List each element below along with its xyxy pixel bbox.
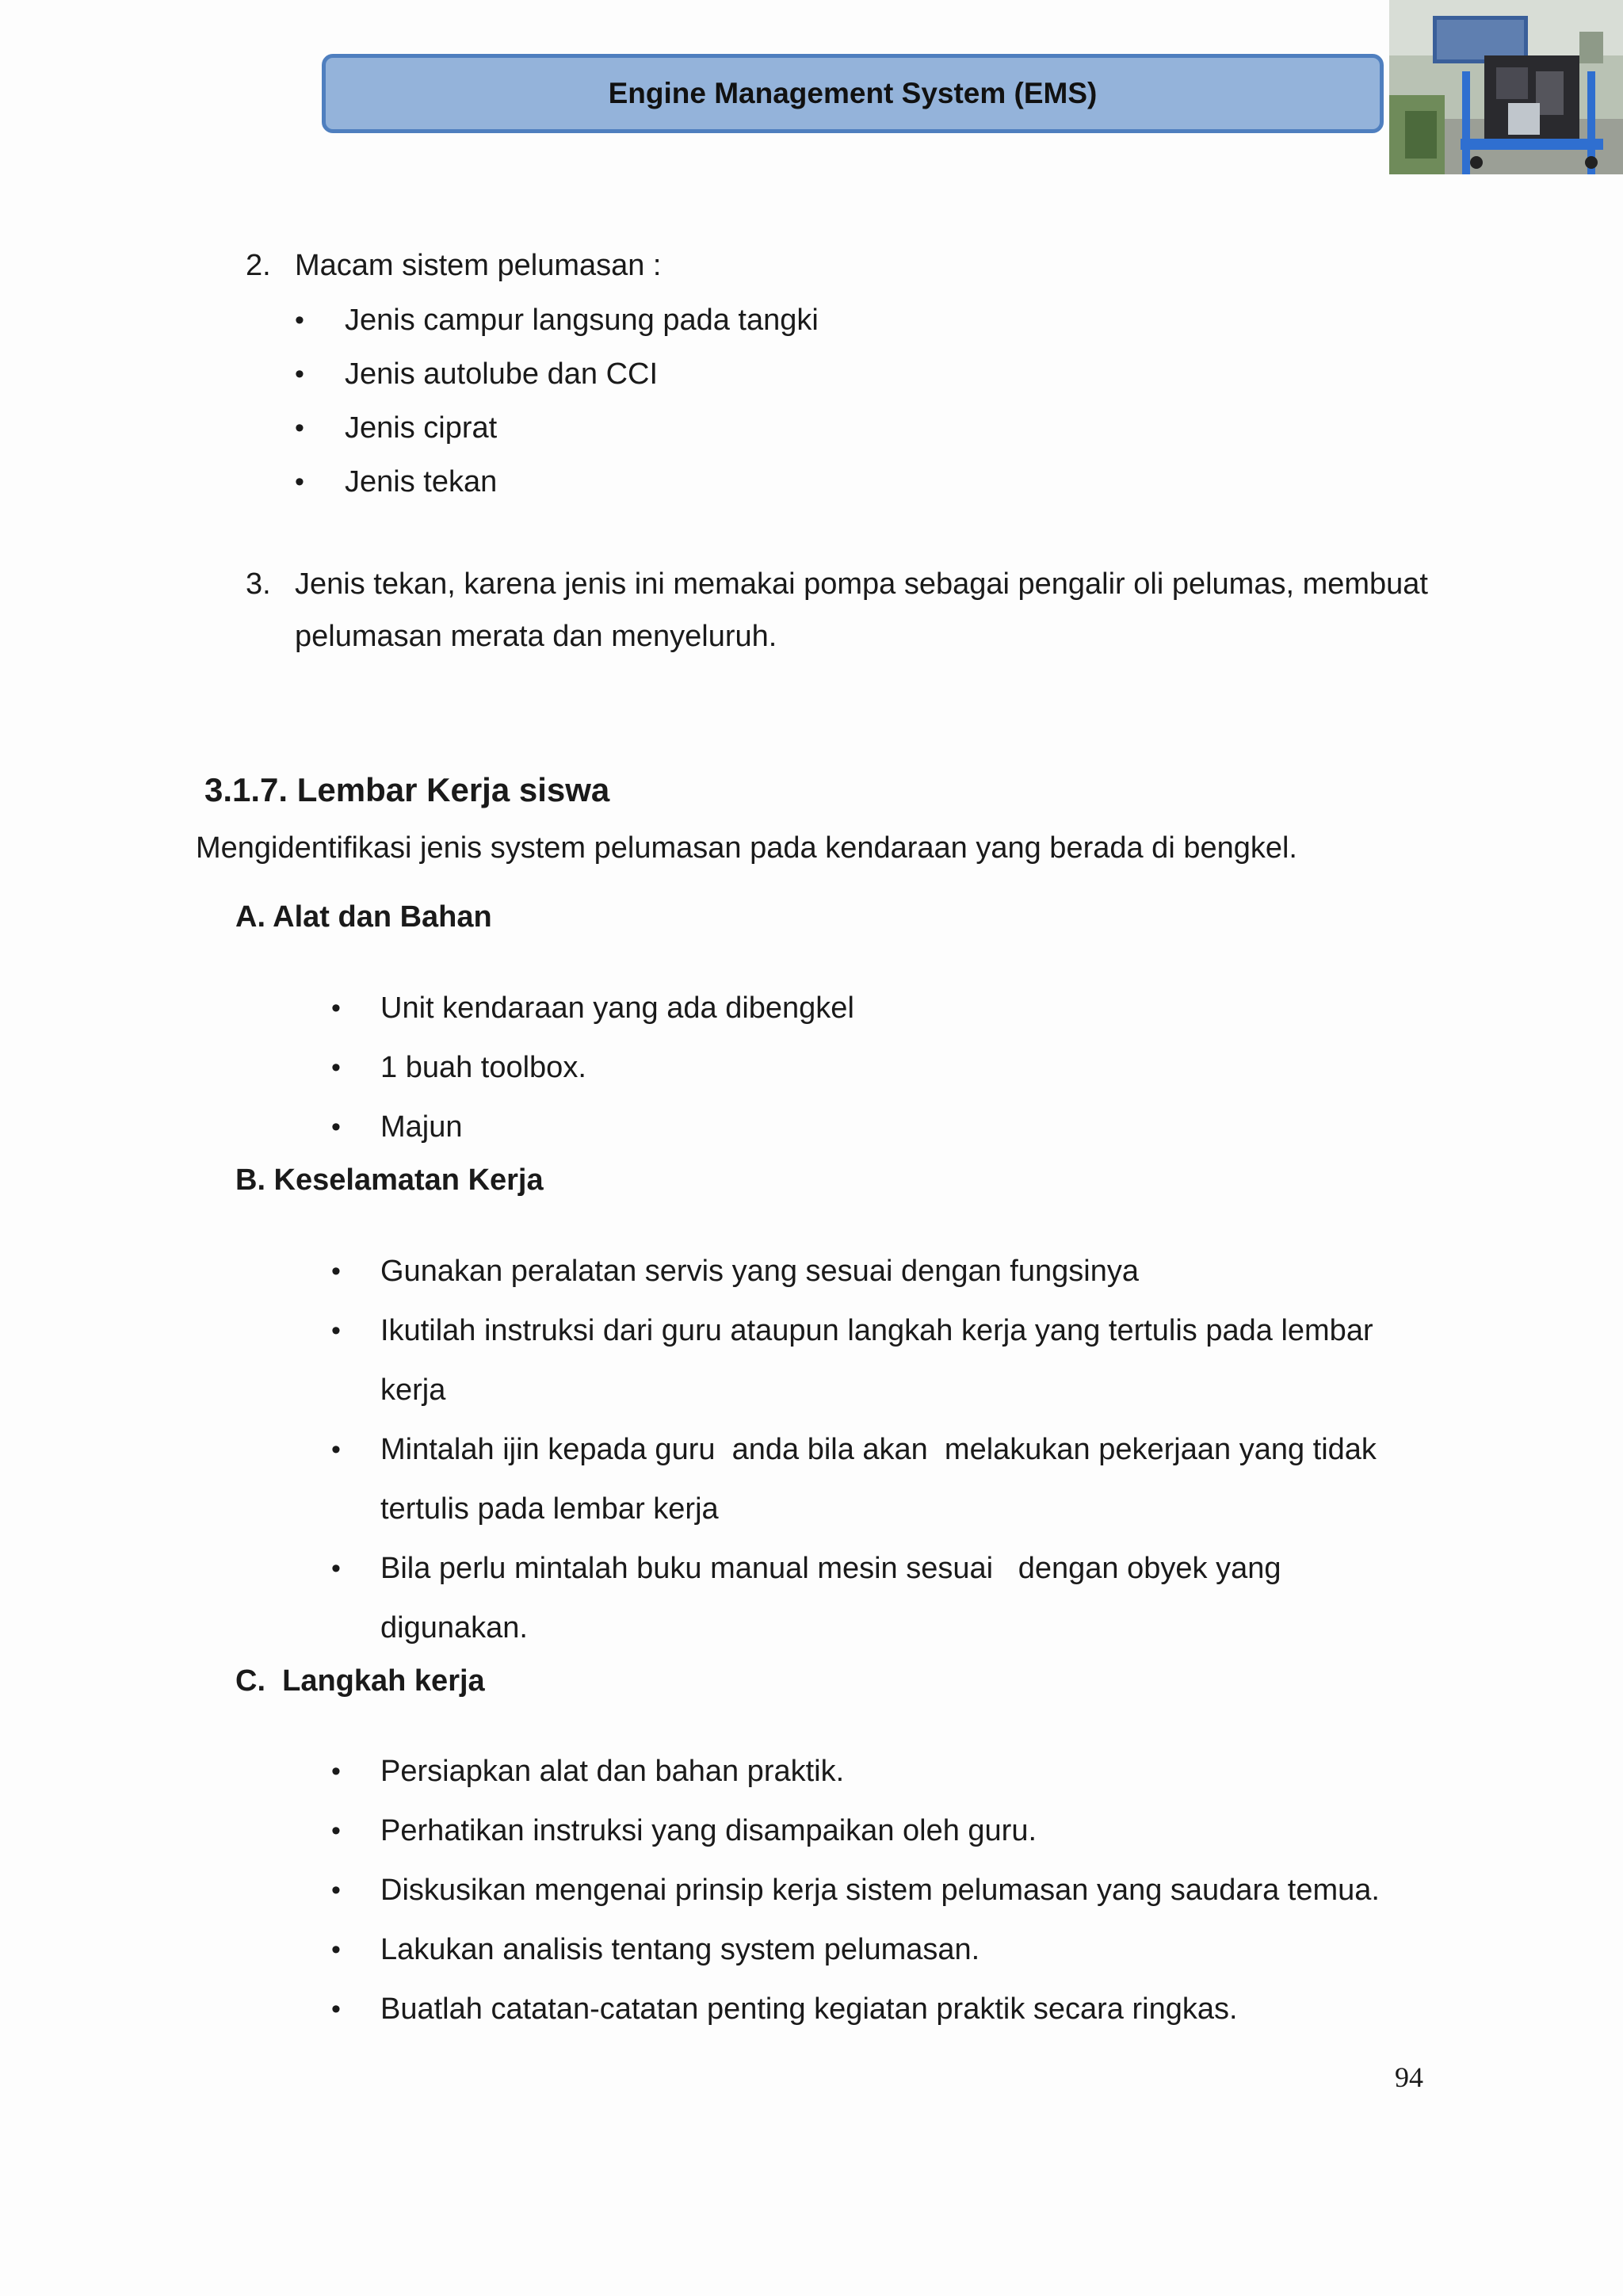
- bullet-icon: •: [331, 1875, 341, 1905]
- list-item-2: [246, 239, 1514, 292]
- list-number: 2.: [246, 249, 271, 282]
- bullet-text: Jenis ciprat: [345, 411, 498, 445]
- bullet-text: Gunakan peralatan servis yang sesuai dengan fungsinya: [380, 1255, 1139, 1288]
- bullet-icon: •: [331, 1256, 341, 1286]
- bullet-icon: •: [331, 1435, 341, 1465]
- bullet-icon: •: [331, 1756, 341, 1786]
- bullet-text: kerja: [380, 1373, 446, 1407]
- bullet-icon: •: [331, 1052, 341, 1083]
- list-item: [295, 293, 1404, 347]
- bullet-text: Jenis autolube dan CCI: [345, 357, 659, 391]
- bullet-text: Jenis campur langsung pada tangki: [345, 304, 819, 337]
- header-banner: [322, 54, 1384, 133]
- bullet-icon: •: [331, 1553, 341, 1584]
- bullet-icon: •: [331, 1994, 341, 2024]
- bullet-text: Mintalah ijin kepada guru anda bila akan melakukan pekerjaan yang tidak: [380, 1433, 1377, 1466]
- bullet-text: Majun: [380, 1110, 463, 1144]
- bullet-icon: •: [331, 1112, 341, 1142]
- list-item: [331, 1242, 1441, 1301]
- list-item: [331, 1980, 1441, 2039]
- bullet-text: Persiapkan alat dan bahan praktik.: [380, 1755, 845, 1788]
- bullet-icon: •: [295, 413, 304, 443]
- bullet-icon: •: [331, 1316, 341, 1346]
- bullet-text: Bila perlu mintalah buku manual mesin sesuai dengan obyek yang: [380, 1552, 1281, 1585]
- list-item: [331, 1420, 1441, 1539]
- bullet-icon: •: [295, 305, 304, 335]
- bullet-icon: •: [295, 359, 304, 389]
- bullet-text: tertulis pada lembar kerja: [380, 1492, 719, 1526]
- page-number: 94: [1395, 2061, 1423, 2093]
- engine-trainer-photo: [1389, 0, 1623, 174]
- list-item: [295, 401, 1404, 455]
- subsection-heading-c: C. Langkah kerja: [235, 1664, 485, 1698]
- page-title: Engine Management System (EMS): [608, 77, 1098, 109]
- bullet-text: Ikutilah instruksi dari guru ataupun langkah kerja yang tertulis pada lembar: [380, 1314, 1373, 1347]
- bullet-text: Buatlah catatan-catatan penting kegiatan praktik secara ringkas.: [380, 1992, 1238, 2026]
- bullet-icon: •: [331, 1935, 341, 1965]
- list-item: [331, 1038, 1441, 1098]
- list-item: [331, 979, 1441, 1038]
- list-item: [295, 455, 1404, 509]
- list-item: [331, 1920, 1441, 1980]
- bullet-text: digunakan.: [380, 1611, 528, 1645]
- section-intro: Mengidentifikasi jenis system pelumasan pada kendaraan yang berada di bengkel.: [196, 831, 1297, 865]
- bullet-text: Jenis tekan: [345, 465, 498, 499]
- list-item: [331, 1098, 1441, 1157]
- bullet-icon: •: [331, 993, 341, 1023]
- bullet-text: Diskusikan mengenai prinsip kerja sistem pelumasan yang saudara temua.: [380, 1874, 1380, 1907]
- list-item: [331, 1539, 1441, 1658]
- list-item: [295, 347, 1404, 401]
- list-text: Macam sistem pelumasan :: [295, 249, 662, 282]
- list-item: [331, 1801, 1441, 1861]
- list-item: [331, 1301, 1441, 1420]
- section-heading: 3.1.7. Lembar Kerja siswa: [204, 771, 610, 808]
- list-text: pelumasan merata dan menyeluruh.: [295, 620, 777, 653]
- bullet-text: Perhatikan instruksi yang disampaikan oleh guru.: [380, 1814, 1037, 1847]
- list-item: [331, 1742, 1441, 1801]
- list-text: Jenis tekan, karena jenis ini memakai pompa sebagai pengalir oli pelumas, membuat: [295, 567, 1428, 601]
- bullet-text: Lakukan analisis tentang system pelumasan.: [380, 1933, 980, 1966]
- list-item-3: [246, 558, 1514, 663]
- list-number: 3.: [246, 567, 271, 601]
- bullet-icon: •: [295, 467, 304, 497]
- bullet-text: Unit kendaraan yang ada dibengkel: [380, 991, 854, 1025]
- subsection-heading-b: B. Keselamatan Kerja: [235, 1163, 544, 1197]
- bullet-text: 1 buah toolbox.: [380, 1051, 586, 1084]
- subsection-heading-a: A. Alat dan Bahan: [235, 900, 492, 934]
- bullet-icon: •: [331, 1816, 341, 1846]
- list-item: [331, 1861, 1441, 1920]
